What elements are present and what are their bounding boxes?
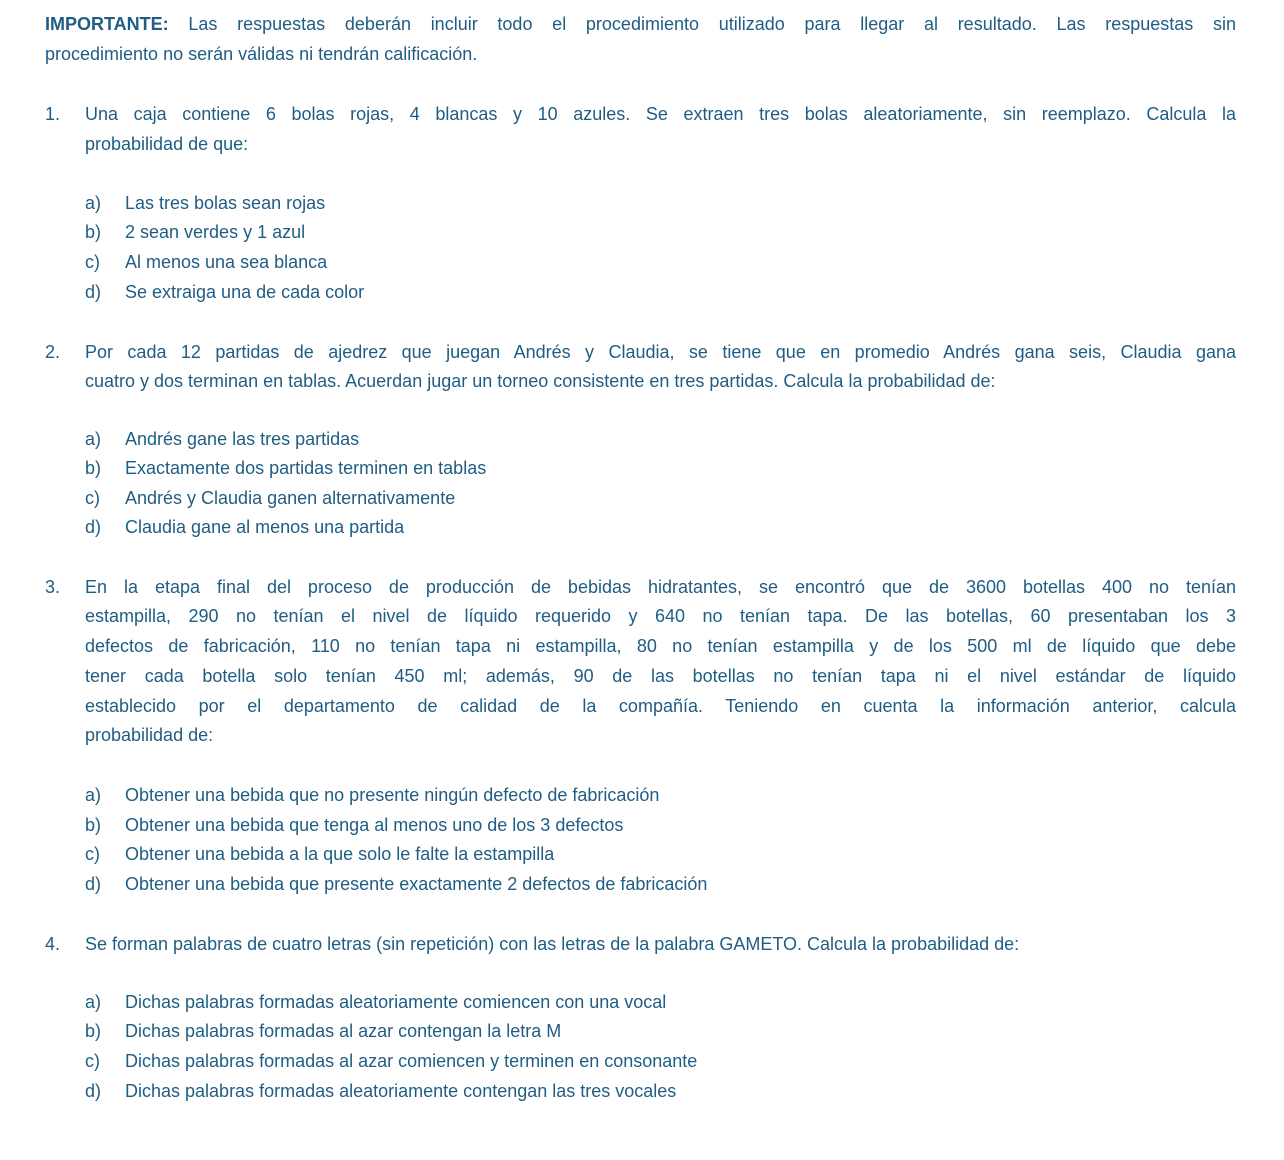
question-text-line: estampilla, 290 no tenían el nivel de líquido requerido y 640 no tenían tapa. De las botellas, 60 presentaban los 3 bbox=[85, 606, 1236, 626]
item-text: Dichas palabras formadas al azar comiencen y terminen en consonante bbox=[125, 1051, 698, 1071]
question-number: 2. bbox=[45, 342, 61, 362]
item-text: Dichas palabras formadas aleatoriamente contengan las tres vocales bbox=[125, 1081, 677, 1101]
item-text: Obtener una bebida a la que solo le falte la estampilla bbox=[125, 844, 555, 864]
item-letter: a) bbox=[85, 193, 102, 213]
item-letter: d) bbox=[85, 517, 102, 537]
question-text-line: defectos de fabricación, 110 no tenían tapa ni estampilla, 80 no tenían estampilla y de los 500 ml de líquido que debe bbox=[85, 636, 1236, 656]
question-text-line: tener cada botella solo tenían 450 ml; además, 90 de las botellas no tenían tapa ni el nivel estándar de líquido bbox=[85, 666, 1236, 686]
question-text-line: cuatro y dos terminan en tablas. Acuerdan jugar un torneo consistente en tres partidas. Calcula la probabilidad de: bbox=[85, 371, 996, 391]
question-text-line: Por cada 12 partidas de ajedrez que juegan Andrés y Claudia, se tiene que en promedio Andrés gana seis, Claudia gana bbox=[85, 342, 1236, 362]
item-text: Al menos una sea blanca bbox=[125, 252, 328, 272]
item-text: Las tres bolas sean rojas bbox=[125, 193, 326, 213]
item-text: Claudia gane al menos una partida bbox=[125, 517, 405, 537]
item-text: Dichas palabras formadas al azar contengan la letra M bbox=[125, 1021, 562, 1041]
item-text: Dichas palabras formadas aleatoriamente comiencen con una vocal bbox=[125, 992, 667, 1012]
question-text-line: establecido por el departamento de calidad de la compañía. Teniendo en cuenta la información anterior, calcula bbox=[85, 696, 1236, 716]
item-letter: c) bbox=[85, 844, 100, 864]
item-letter: d) bbox=[85, 282, 102, 302]
item-letter: a) bbox=[85, 429, 102, 449]
question-text-line: Se forman palabras de cuatro letras (sin repetición) con las letras de la palabra GAMETO. Calcula la probabilidad de: bbox=[85, 934, 1020, 954]
item-letter: c) bbox=[85, 1051, 100, 1071]
question-text-line: probabilidad de: bbox=[85, 725, 214, 745]
item-letter: a) bbox=[85, 992, 102, 1012]
item-letter: d) bbox=[85, 874, 102, 894]
intro-line-2: procedimiento no serán válidas ni tendrán calificación. bbox=[45, 44, 478, 64]
item-text: Se extraiga una de cada color bbox=[125, 282, 365, 302]
item-text: Obtener una bebida que no presente ningún defecto de fabricación bbox=[125, 785, 660, 805]
item-text: Exactamente dos partidas terminen en tablas bbox=[125, 458, 487, 478]
question-text-line: Una caja contiene 6 bolas rojas, 4 blancas y 10 azules. Se extraen tres bolas aleatoriamente, sin reemplazo. Calcula la bbox=[85, 104, 1236, 124]
intro-line-1: IMPORTANTE: Las respuestas deberán incluir todo el procedimiento utilizado para llegar al resultado. Las respuestas sin bbox=[45, 14, 1236, 34]
item-letter: b) bbox=[85, 222, 102, 242]
item-letter: c) bbox=[85, 252, 100, 272]
question-text-line: En la etapa final del proceso de producción de bebidas hidratantes, se encontró que de 3600 botellas 400 no tenían bbox=[85, 577, 1236, 597]
important-label: IMPORTANTE: bbox=[45, 14, 169, 34]
item-letter: b) bbox=[85, 458, 102, 478]
item-text: 2 sean verdes y 1 azul bbox=[125, 222, 306, 242]
item-text: Andrés y Claudia ganen alternativamente bbox=[125, 488, 456, 508]
item-letter: c) bbox=[85, 488, 100, 508]
question-number: 1. bbox=[45, 104, 61, 124]
question-number: 4. bbox=[45, 934, 61, 954]
item-letter: d) bbox=[85, 1081, 102, 1101]
question-text-line: probabilidad de que: bbox=[85, 134, 249, 154]
item-text: Obtener una bebida que tenga al menos uno de los 3 defectos bbox=[125, 815, 624, 835]
item-letter: b) bbox=[85, 815, 102, 835]
item-letter: a) bbox=[85, 785, 102, 805]
question-number: 3. bbox=[45, 577, 61, 597]
item-letter: b) bbox=[85, 1021, 102, 1041]
item-text: Andrés gane las tres partidas bbox=[125, 429, 360, 449]
item-text: Obtener una bebida que presente exactamente 2 defectos de fabricación bbox=[125, 874, 708, 894]
